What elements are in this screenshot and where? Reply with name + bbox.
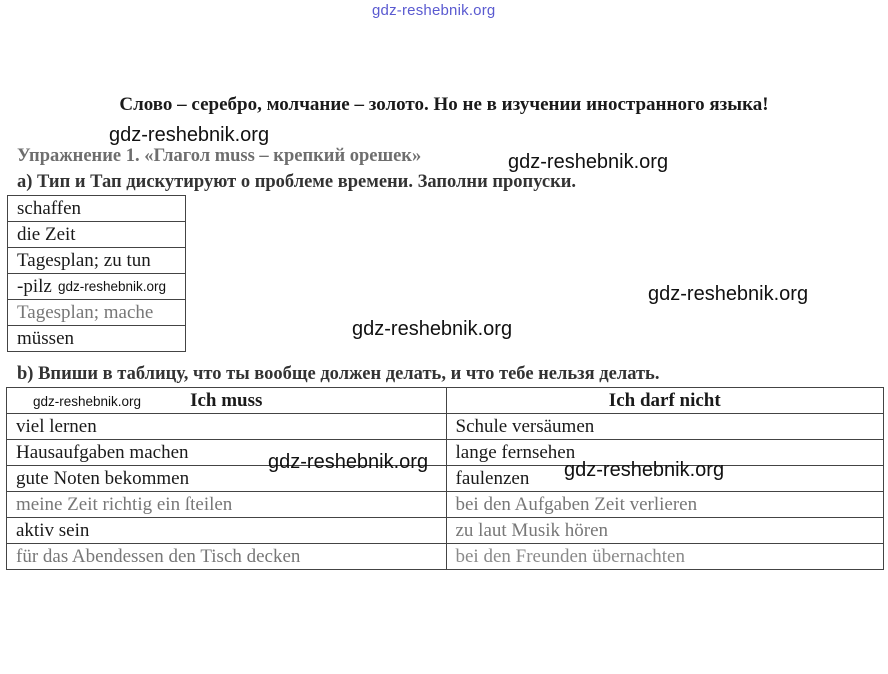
header-ich-muss: gdz-reshebnik.org Ich muss xyxy=(7,388,447,414)
cell-darf-nicht: zu laut Musik hören xyxy=(446,518,884,544)
cell-darf-nicht: faulenzen xyxy=(446,466,884,492)
table-header-row xyxy=(7,388,884,414)
motto-line: Слово – серебро, молчание – золото. Но не в изучении иностранного языка! xyxy=(119,94,769,115)
must-mustnot-table xyxy=(6,387,884,570)
word-cell: schaffen xyxy=(8,196,186,222)
word-cell: Tagesplan; zu tun xyxy=(8,248,186,274)
cell-darf-nicht: Schule versäumen xyxy=(446,414,884,440)
table-row xyxy=(7,518,884,544)
table-row xyxy=(7,544,884,570)
word-cell: die Zeit xyxy=(8,222,186,248)
cell-muss: für das Abendessen den Tisch decken xyxy=(7,544,447,570)
watermark-2: gdz-reshebnik.org xyxy=(508,151,669,173)
watermark-header: gdz-reshebnik.org xyxy=(33,394,142,409)
table-row xyxy=(8,326,186,352)
top-watermark: gdz-reshebnik.org xyxy=(372,2,496,19)
cell-muss: aktiv sein xyxy=(7,518,447,544)
cell-muss: meine Zeit richtig ein ſteilen xyxy=(7,492,447,518)
word-cell: Tagesplan; mache xyxy=(8,300,186,326)
cell-muss: gute Noten bekommen xyxy=(7,466,447,492)
watermark-1: gdz-reshebnik.org xyxy=(109,124,270,146)
cell-darf-nicht: bei den Freunden übernachten xyxy=(446,544,884,570)
task-a-instruction: а) Тип и Тап дискутируют о проблеме времени. Заполни пропуски. xyxy=(17,172,577,192)
table-row xyxy=(8,196,186,222)
cell-muss: Hausaufgaben machen xyxy=(7,440,447,466)
table-row xyxy=(7,466,884,492)
watermark-3: gdz-reshebnik.org xyxy=(648,283,809,305)
table-row xyxy=(7,492,884,518)
cell-darf-nicht: bei den Aufgaben Zeit verlieren xyxy=(446,492,884,518)
cell-muss: viel lernen xyxy=(7,414,447,440)
watermark-cell: gdz-reshebnik.org xyxy=(58,279,167,294)
table-row xyxy=(7,414,884,440)
words-table xyxy=(7,195,186,352)
watermark-6: gdz-reshebnik.org xyxy=(564,459,725,481)
task-b-instruction: b) Впиши в таблицу, что ты вообще должен делать, и что тебе нельзя делать. xyxy=(17,364,660,384)
table-row xyxy=(8,222,186,248)
watermark-4: gdz-reshebnik.org xyxy=(352,318,513,340)
exercise-title: Упражнение 1. «Глагол muss – крепкий орешек» xyxy=(17,146,422,166)
word-cell: müssen xyxy=(8,326,186,352)
word-cell xyxy=(8,274,186,300)
table-row xyxy=(8,274,186,300)
table-row xyxy=(8,248,186,274)
watermark-5: gdz-reshebnik.org xyxy=(268,451,429,473)
table-row xyxy=(7,440,884,466)
word-text: -pilz xyxy=(17,276,52,297)
header-ich-darf-nicht: Ich darf nicht xyxy=(446,388,884,414)
table-row xyxy=(8,300,186,326)
cell-darf-nicht: lange fernsehen xyxy=(446,440,884,466)
